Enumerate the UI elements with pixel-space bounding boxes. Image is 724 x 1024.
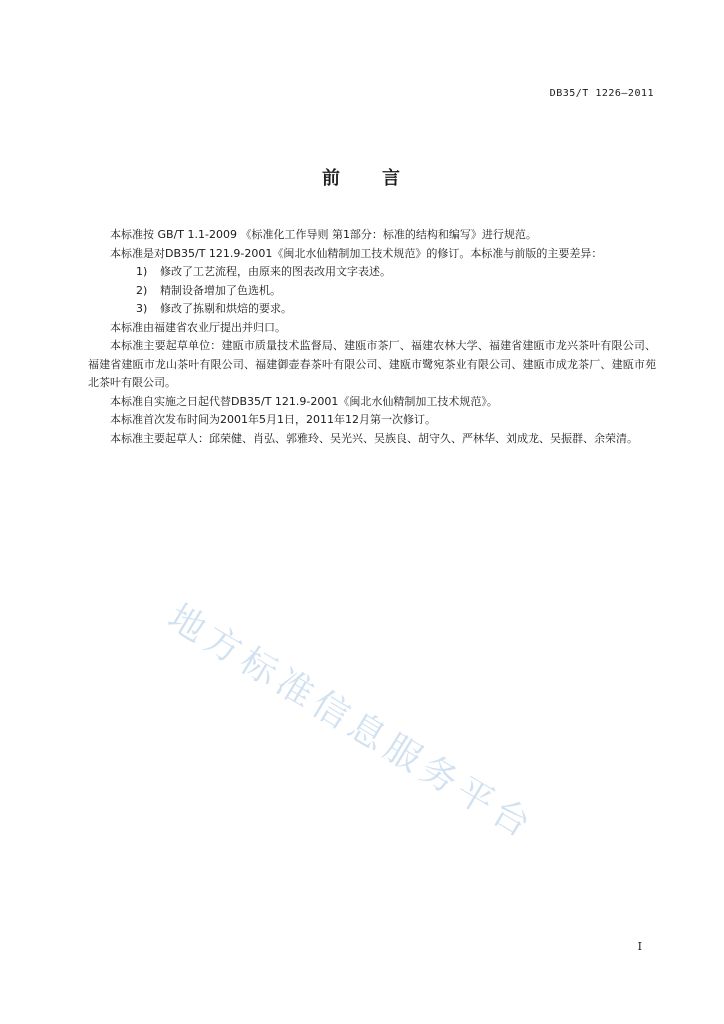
list-item-text: 修改了拣剔和烘焙的要求。 [160,302,292,315]
document-code: DB35/T 1226—2011 [549,88,654,99]
list-item [88,263,656,282]
title-char-2: 言 [382,168,402,189]
page-title [0,164,724,190]
paragraph-standard-basis: 本标准按 GB/T 1.1-2009 《标准化工作导则 第1部分：标准的结构和编写》进行规范。 [110,228,537,241]
paragraph-revision: 本标准是对DB35/T 121.9-2001《闽北水仙精制加工技术规范》的修订。本标准与前版的主要差异： [110,246,603,260]
paragraph-proposer: 本标准由福建省农业厅提出并归口。 [110,320,286,334]
list-item-text: 精制设备增加了色选机。 [160,283,281,297]
title-char-1: 前 [322,168,342,189]
paragraph-publication-history: 本标准首次发布时间为2001年5月1日，2011年12月第一次修订。 [110,413,436,426]
page-number: I [637,940,642,953]
list-item-number: 2) [136,283,148,297]
paragraph-drafting-units: 本标准主要起草单位：建瓯市质量技术监督局、建瓯市茶厂、福建农林大学、福建省建瓯市龙兴茶叶有限公司、福建省建瓯市龙山茶叶有限公司、福建御壶春茶叶有限公司、建瓯市鹭宛茶业有限公司、建瓯市成龙茶厂、建瓯市苑北茶叶有限公司。 [88,339,656,389]
list-item [88,282,656,301]
list-item [88,300,656,319]
paragraph-replacement: 本标准自实施之日起代替DB35/T 121.9-2001《闽北水仙精制加工技术规范》。 [110,394,498,408]
foreword-body [88,226,656,448]
watermark: 地方标准信息服务平台 [160,596,542,849]
list-item-number: 3) [136,302,148,315]
list-item-text: 修改了工艺流程，由原来的图表改用文字表述。 [160,265,391,278]
paragraph-drafters: 本标准主要起草人：邱荣健、肖弘、郭雅玲、吴光兴、吴族良、胡守久、严林华、刘成龙、吴振群、余荣清。 [110,431,638,445]
list-item-number: 1) [136,265,148,278]
